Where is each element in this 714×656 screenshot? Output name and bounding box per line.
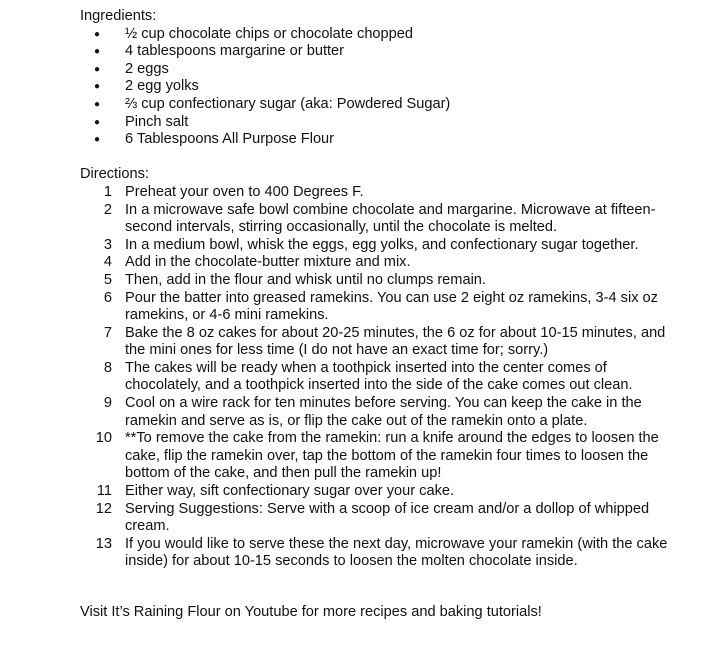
direction-step <box>80 360 685 395</box>
bullet-icon: ● <box>94 28 101 40</box>
step-number: 10 <box>95 430 112 447</box>
ingredient-item <box>80 96 680 114</box>
step-text: **To remove the cake from the ramekin: run a knife around the edges to loosen the cake, flip the ramekin over, tap the bottom of the ramekin four times to loosen the bottom of the cake, and then pull the ramekin up! <box>125 430 659 482</box>
direction-step <box>80 325 685 360</box>
footer-note: Visit It’s Raining Flour on Youtube for more recipes and baking tutorials! <box>80 604 542 620</box>
recipe-document <box>80 8 680 571</box>
direction-step <box>80 536 685 571</box>
step-text: Either way, sift confectionary sugar over your cake. <box>125 483 455 500</box>
step-number: 13 <box>95 535 112 552</box>
step-text: Add in the chocolate-butter mixture and mix. <box>125 254 411 271</box>
ingredient-item <box>80 43 680 61</box>
ingredients-list <box>80 26 680 149</box>
step-number: 9 <box>103 395 112 412</box>
ingredient-text: ½ cup chocolate chips or chocolate chopped <box>125 25 414 42</box>
direction-step <box>80 254 685 272</box>
step-number: 8 <box>103 359 112 376</box>
bullet-icon: ● <box>94 63 101 75</box>
ingredient-text: 2 egg yolks <box>125 78 199 95</box>
step-text: Bake the 8 oz cakes for about 20-25 minutes, the 6 oz for about 10-15 minutes, and the mini ones for less time (I do not have an exact time for; sorry.) <box>125 324 666 359</box>
step-number: 5 <box>103 271 112 288</box>
directions-heading: Directions: <box>80 166 149 183</box>
step-text: Pour the batter into greased ramekins. You can use 2 eight oz ramekins, 3-4 six oz ramekins, or 4-6 mini ramekins. <box>125 289 658 324</box>
bullet-icon: ● <box>94 134 101 146</box>
direction-step <box>80 395 685 430</box>
step-number: 12 <box>95 500 112 517</box>
step-number: 4 <box>103 254 112 271</box>
step-text: In a medium bowl, whisk the eggs, egg yolks, and confectionary sugar together. <box>125 236 639 253</box>
ingredient-item <box>80 131 680 149</box>
direction-step <box>80 202 685 237</box>
bullet-icon: ● <box>94 116 101 128</box>
ingredient-text: 6 Tablespoons All Purpose Flour <box>125 131 335 148</box>
direction-step <box>80 184 685 202</box>
step-text: Preheat your oven to 400 Degrees F. <box>125 183 364 200</box>
ingredient-text: Pinch salt <box>125 113 189 130</box>
step-text: The cakes will be ready when a toothpick inserted into the center comes of chocolately, and a toothpick inserted into the side of the cake comes out clean. <box>125 359 633 394</box>
step-number: 7 <box>103 324 112 341</box>
bullet-icon: ● <box>94 81 101 93</box>
ingredient-text: 4 tablespoons margarine or butter <box>125 43 345 60</box>
step-number: 1 <box>103 183 112 200</box>
ingredient-text: ⅔ cup confectionary sugar (aka: Powdered Sugar) <box>125 95 451 112</box>
ingredient-item <box>80 61 680 79</box>
direction-step <box>80 290 685 325</box>
direction-step <box>80 237 685 255</box>
step-number: 11 <box>96 483 112 500</box>
direction-step <box>80 430 685 483</box>
step-text: Cool on a wire rack for ten minutes before serving. You can keep the cake in the ramekin and serve as is, or flip the cake out of the ramekin onto a plate. <box>125 395 642 429</box>
direction-step <box>80 501 685 536</box>
directions-list <box>80 184 680 571</box>
step-text: If you would like to serve these the next day, microwave your ramekin (with the cake inside) for about 10-15 seconds to loosen the molten chocolate inside. <box>125 535 668 570</box>
step-text: Serving Suggestions: Serve with a scoop of ice cream and/or a dollop of whipped cream. <box>125 500 650 535</box>
step-number: 3 <box>103 236 112 253</box>
direction-step <box>80 483 685 501</box>
ingredient-item <box>80 78 680 96</box>
step-text: Then, add in the flour and whisk until no clumps remain. <box>125 271 486 288</box>
ingredient-item <box>80 26 680 44</box>
bullet-icon: ● <box>94 46 101 58</box>
ingredient-item <box>80 114 680 132</box>
step-number: 6 <box>103 289 112 306</box>
spacer <box>80 149 680 167</box>
ingredients-heading: Ingredients: <box>80 8 157 24</box>
direction-step <box>80 272 685 290</box>
ingredient-text: 2 eggs <box>125 60 169 77</box>
step-number: 2 <box>103 201 112 218</box>
bullet-icon: ● <box>94 98 101 110</box>
step-text: In a microwave safe bowl combine chocolate and margarine. Microwave at fifteen-second intervals, stirring occasionally, until the chocolate is melted. <box>125 201 656 236</box>
